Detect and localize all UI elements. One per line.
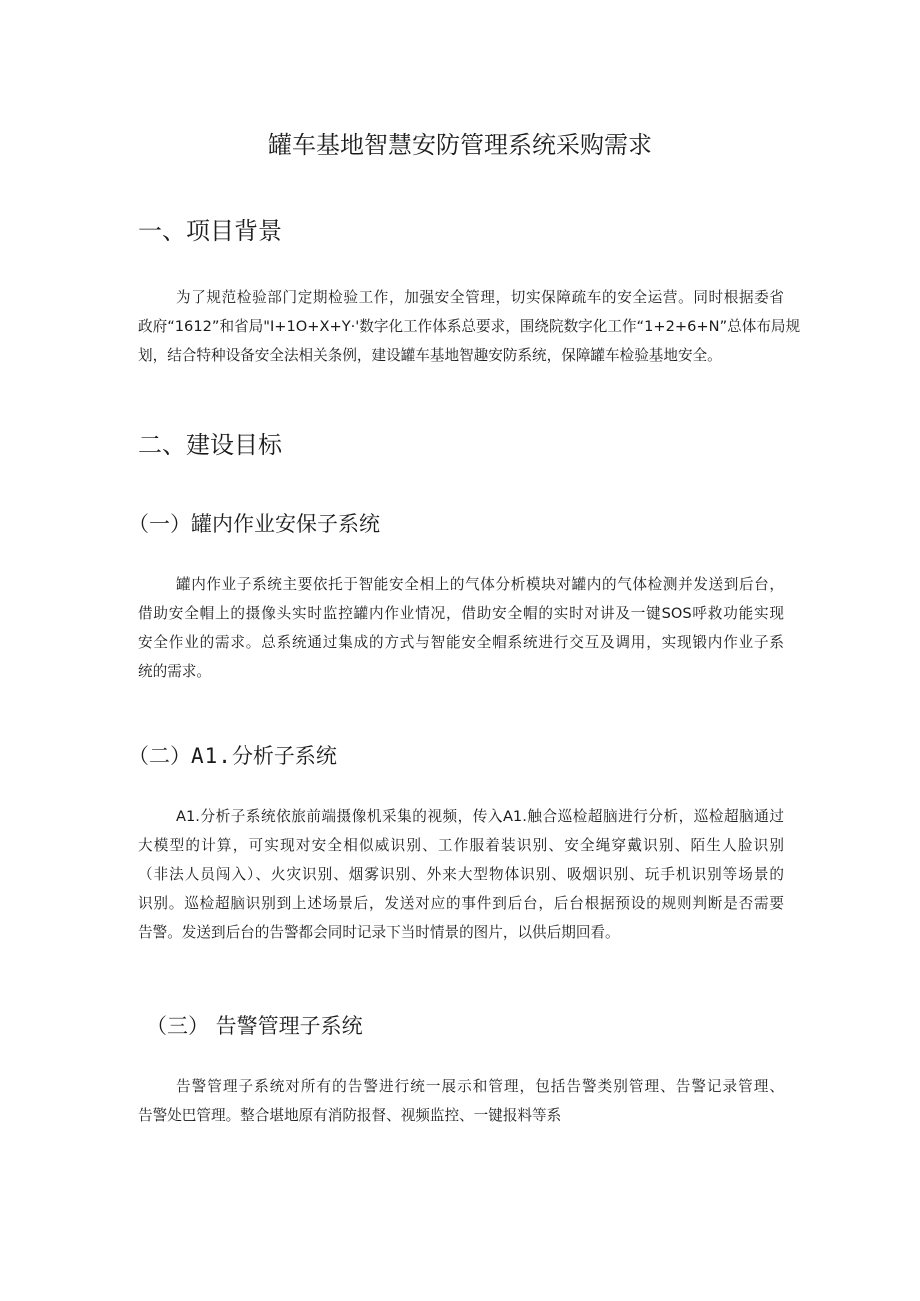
document-title: 罐车基地智慧安防管理系统采购需求 bbox=[268, 131, 652, 159]
paragraph-line: （非法人员闯入）、火灾识别、烟雾识别、外来大型物体识别、吸烟识别、玩手机识别等场景的 bbox=[138, 866, 784, 883]
paragraph-alarm-management bbox=[138, 1072, 784, 1130]
paragraph-line: 为了规范检验部门定期检验工作，加强安全管理，切实保障疏车的安全运营。同时根据委省 bbox=[176, 289, 784, 306]
paragraph-line: 划，结合特种设备安全法相关条例，建设罐车基地智趣安防系统，保障罐车检验基地安全。 bbox=[138, 347, 722, 364]
section-heading-project-background: 一、项目背景 bbox=[138, 217, 282, 245]
paragraph-line: 政府“1612”和省局"I+1O+X+Y·'数字化工作体系总要求，围绕院数字化工作“1+2+6+N”总体布局规 bbox=[138, 318, 801, 335]
subsection-heading-alarm-management: （三） 告警管理子系统 bbox=[146, 1014, 363, 1038]
subsection-heading-code: A1. bbox=[191, 744, 232, 768]
paragraph-line: A1.分析子系统依旅前端摄像机采集的视频，传入A1.触合巡检超脑进行分析，巡检超脑通过 bbox=[176, 808, 784, 825]
subsection-heading-tank-safety: （一）罐内作业安保子系统 bbox=[128, 512, 380, 536]
section-heading-construction-goals: 二、建设目标 bbox=[138, 431, 282, 459]
paragraph-line: 大模型的计算，可实现对安全相似威识别、工作服着装识别、安全绳穿戴识别、陌生人脸识别 bbox=[138, 837, 784, 854]
paragraph-line: 告警。发送到后台的告警都会同时记录下当时情景的图片，以供后期回看。 bbox=[138, 924, 620, 941]
paragraph-line: 告警处巴管理。整合堪地原有消防报督、视频监控、一键报料等系 bbox=[138, 1107, 562, 1124]
paragraph-project-background bbox=[138, 283, 801, 370]
paragraph-line: 罐内作业子系统主要依托于智能安全相上的气体分析模块对罐内的气体检测并发送到后台， bbox=[176, 576, 784, 593]
subsection-heading-prefix: （二） bbox=[128, 744, 191, 768]
paragraph-line: 统的需求。 bbox=[138, 663, 211, 680]
paragraph-line: 安全作业的需求。总系统通过集成的方式与智能安全帽系统进行交互及调用，实现锻内作业子系 bbox=[138, 634, 784, 651]
subsection-heading-suffix: 分析子系统 bbox=[231, 744, 337, 768]
paragraph-line: 识别。巡检超脑识别到上述场景后，发送对应的事件到后台，后台根据预设的规则判断是否需要 bbox=[138, 895, 784, 912]
paragraph-line: 借助安全帽上的摄像头实时监控罐内作业情况，借助安全帽的实时对讲及一键SOS呼救功能实现 bbox=[138, 605, 784, 622]
paragraph-tank-safety bbox=[138, 570, 784, 686]
paragraph-ai-analysis bbox=[138, 802, 784, 947]
paragraph-line: 告警管理子系统对所有的告警进行统一展示和管理，包括告警类别管理、告警记录管理、 bbox=[176, 1078, 784, 1095]
subsection-heading-ai-analysis bbox=[128, 740, 337, 772]
